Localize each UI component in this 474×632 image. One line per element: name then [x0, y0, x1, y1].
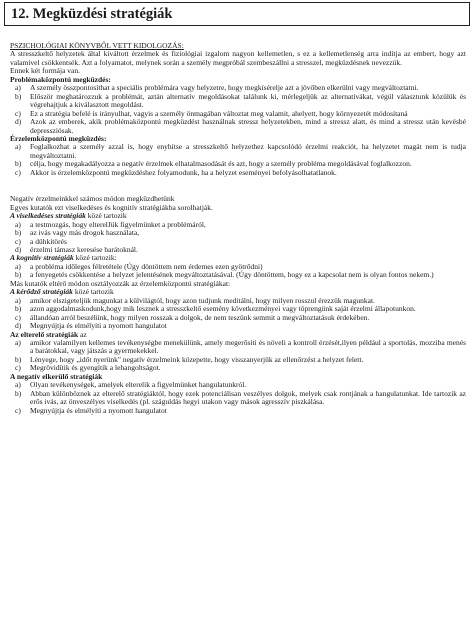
- cognitive-heading-rest: közé tartozik:: [73, 253, 117, 263]
- behavioral-list: [10, 221, 466, 255]
- list-item-label: c): [15, 405, 21, 415]
- list-item-text: a testmozgás, hogy elterelJük figyelmünket a problémáról,: [30, 219, 206, 229]
- list-item-text: Foglalkozhat a személy azzal is, hogy enyhítse a stresszkeltő helyzethez kapcsolódó érzelmi reakciót, ha helyzetet magát nem is tudja megváltoztatni.: [30, 142, 466, 160]
- list-item-text: amikor elszigeteljük magunkat a külvilágtól, hogy azon tudjunk meditálni, hogy milyen rosszul érezzük magunkat.: [30, 295, 375, 305]
- list-item-text: Lényege, hogy „időt nyerünk" negatív érzelmeink közepette, hogy visszanyerjük az ellenőrzést a helyzet felett.: [30, 354, 364, 364]
- document-body: [10, 42, 466, 415]
- list-item-text: a dühkitörés: [30, 236, 67, 246]
- cognitive-heading-bold: A kognitív stratégiák: [10, 253, 74, 263]
- intro-paragraph: A stresszkeltő helyzetek által kiváltott érzelmek és fiziológiai izgalom nagyon kellemetlen, s ez a kellemetlenség arra indítja az embert, hogy azt valamivel csökkentsék. Azt a folyamatot, melynek során a személy megpróbál szembeszállni a stresszel, megküzdésnek nevezzük.: [10, 49, 466, 67]
- list-item-text: az ivás vagy más drogok használata,: [30, 228, 140, 238]
- list-item-label: a): [15, 337, 21, 347]
- list-item: [10, 143, 466, 160]
- intro-forms: Ennek két formája van.: [10, 66, 80, 76]
- list-item-label: d): [15, 117, 22, 127]
- emotion-heading: Érzelemközpontú megküzdés:: [10, 133, 107, 143]
- spacer: [10, 177, 466, 195]
- distraction-heading-bold: Az elterelő stratégiák: [10, 329, 79, 339]
- negative-intro-2: Egyes kutatók ezt viselkedéses és kognitív stratégiákba sorolhatják.: [10, 202, 213, 212]
- list-item-label: b): [15, 228, 22, 238]
- avoidance-heading: A negatív elkerülő stratégiák: [10, 371, 103, 381]
- emotion-list: [10, 143, 466, 177]
- list-item-label: a): [15, 142, 21, 152]
- list-item-text: Akkor is érzelemközpontú megküzdéshez folyamodunk, ha a helyzet eseményei befolyásolhatatlanok.: [30, 167, 337, 177]
- list-item: [10, 407, 466, 415]
- list-item-text: Olyan tevékenységek, amelyek elterelik a figyelmünket hangulatunkról.: [30, 380, 247, 390]
- list-item-label: c): [15, 312, 21, 322]
- list-item-text: A személy összpontosíthat a speciális problémára vagy helyzetre, hogy megkísérelje azt a jövőben elkerülni vagy megváltoztatni.: [30, 83, 419, 93]
- cognitive-list: [10, 263, 466, 280]
- list-item-text: a probléma időleges félretétele (Úgy döntöttem nem érdemes ezen gyötrődni): [30, 261, 263, 271]
- list-item-text: azon aggodalmaskodunk,hogy mik lesznek a stresszkeltő esemény következményei vagy töprengünk saját érzelmi állapotunkon.: [30, 304, 416, 314]
- list-item-text: célja, hogy megakadályozza a negatív érzelmek elhatalmasodását és azt, hogy a személy probléma megoldásával foglalkozzon.: [30, 159, 412, 169]
- behavioral-heading-bold: A viselkedéses stratégiák: [10, 211, 86, 221]
- list-item-text: állandóan arról beszélünk, hogy milyen rosszak a dolgok, de nem teszünk semmit a megváltoztatásuk érdekében.: [30, 312, 370, 322]
- list-item-label: d): [15, 244, 22, 254]
- list-item: [10, 339, 466, 356]
- distraction-heading-rest: az: [78, 329, 87, 339]
- list-item-text: Azok az emberek, akik problémaközpontú megküzdést használnak stressz helyzetekben, mind a stressz alatt, és mind a stressz után kevésbé depressziósak.: [30, 117, 466, 135]
- list-item-label: b): [15, 388, 22, 398]
- negative-intro-1: Negatív érzelmeinkkel számos módon megküzdhetünk: [10, 194, 175, 204]
- list-item: [10, 118, 466, 135]
- list-item-label: a): [15, 295, 21, 305]
- title-box: [4, 2, 470, 26]
- list-item-label: d): [15, 321, 22, 331]
- problem-list: [10, 84, 466, 135]
- distraction-list: [10, 339, 466, 373]
- list-item-label: c): [15, 363, 21, 373]
- ruminative-list: [10, 297, 466, 331]
- list-item-text: amikor valamilyen kellemes tevékenységbe menekülünk, amely megerősíti és növeli a kontroll érzését,ilyen például a sportolás, mozziba menés a barátokkal, vagy játszás a gyermekekkel.: [30, 337, 466, 356]
- other-researchers: Más kutatók eltérő módon osztályozzák az érzelemközpontú stratégiákat:: [10, 278, 231, 288]
- list-item-text: Először meghatározzuk a problémát, aztán alternatív megoldásokat találunk ki, mérlegeljük az alternatívákat, végül választunk közülük és végrehajtjuk a kiválasztott megoldást.: [30, 91, 466, 110]
- ruminative-heading-bold: A kérődző stratégiák: [10, 287, 73, 297]
- list-item-label: a): [15, 380, 21, 390]
- list-item-label: c): [15, 167, 21, 177]
- problem-heading: Problémaközpontú megküzdés:: [10, 74, 111, 84]
- list-item-label: c): [15, 108, 21, 118]
- list-item: [10, 390, 466, 407]
- ruminative-heading-rest: közé tartozik: [72, 287, 114, 297]
- behavioral-heading-rest: közé tartozik: [85, 211, 127, 221]
- list-item-label: a): [15, 219, 21, 229]
- list-item-text: Ez a stratégia befelé is irányulhat, vagyis a személy önmagában változtat meg valamit, ahelyett, hogy környezetét módosítaná: [30, 108, 408, 118]
- list-item-text: érzelmi támasz keresése barátoknál.: [30, 244, 138, 254]
- list-item-text: Megnyújtja és elmélyíti a nyomott hangulatot: [30, 405, 167, 415]
- list-item-label: b): [15, 159, 22, 169]
- list-item-label: b): [15, 354, 22, 364]
- list-item-label: a): [15, 261, 21, 271]
- list-item-text: Megnyújtja és elmélyíti a nyomott hangulatot: [30, 321, 167, 331]
- source-label: PSZICHOLÓGIAI KÖNYVBŐL VETT KIDOLGOZÁS:: [10, 41, 184, 50]
- list-item: [10, 229, 466, 237]
- avoidance-list: [10, 381, 466, 415]
- list-item-text: a fenyegetés csökkentése a helyzet jelentésének megváltoztatásával. (Úgy döntöttem, hogy ez a kapcsolat nem is olyan fontos nekem.): [30, 270, 434, 280]
- list-item-text: Megrövidítik és gyengítik a lehangoltságot.: [30, 363, 161, 373]
- list-item: [10, 169, 466, 177]
- list-item-label: b): [15, 91, 22, 101]
- list-item-label: b): [15, 304, 22, 314]
- list-item-label: c): [15, 236, 21, 246]
- list-item: [10, 93, 466, 110]
- list-item-label: b): [15, 270, 22, 280]
- list-item-text: Abban különböznek az elterelő stratégiáktól, hogy ezek potenciálisan veszélyes dolgok, melyek csak rontjának a hangulatunkat. Ide tartozik az erős ivás, az önveszélyes viselkedés (pl. száguldás hegyi utakon vagy mások agresszív piszkálása.: [30, 388, 466, 407]
- list-item-label: a): [15, 83, 21, 93]
- page-title: 12. Megküzdési stratégiák: [11, 6, 173, 22]
